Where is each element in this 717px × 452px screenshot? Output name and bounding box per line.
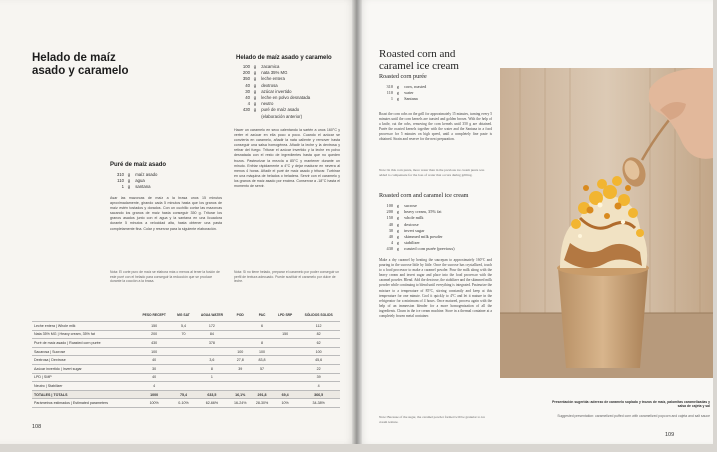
table-cell (251, 373, 273, 382)
ingredient-unit: g (396, 96, 400, 102)
table-row (32, 356, 340, 365)
recipe-body-en: Make a dry caramel by heating the saucepan to approximately 160°C and pouring in the sucrose little by little. Once the sucrose has crystallized, touch to a food processor to make a caramel powder. Pour the milk along with the heavy cream and invert sugar and place into the food processor with the caramel powder. Blend. Add the dextrose, the stabilizer and the skimmed milk powder while continuing to blend until everything is integrated. Pasteurize the mixture to a temperature of 85°C, stirring constantly and keep at this temperature for one minute. Cool it quickly to 4°C and let it mature in the refrigerator for a minimum of 4 hours. Once matured, process again with the help of an immersion blender for a more homogenization of all the ingredients. Churn in the ice cream machine. Store in a thermal container at a completely frozen metal container. (379, 258, 492, 319)
ingredient-qty: 430 (242, 107, 250, 113)
table-cell: 40 (136, 356, 173, 365)
table-cell (195, 382, 230, 391)
ingredient-unit: g (396, 234, 400, 240)
book-gutter (352, 0, 362, 444)
table-cell: 150 (136, 322, 173, 331)
table-cell: 84 (195, 330, 230, 339)
table-cell: 3,6 (195, 356, 230, 365)
ingredient-unit: g (396, 221, 400, 227)
ingredient-unit: g (396, 215, 400, 221)
ingredient-name: dextrose (403, 221, 419, 227)
ingredient-unit: g (253, 82, 257, 88)
table-row-label: Dextrosa | Dextrose (32, 356, 136, 365)
ingredient-name: sucrose (403, 203, 417, 208)
puree-body-en: Roast the corn cobs on the grill for approximately 15 minutes, turning every 5 minutes until the corn kernels are toasted and golden brown. With the help of a knife, cut the cobs, removing the corn kernels until 350 g are obtained. Purée the roasted kernels together with the water and the Santana in a food processor for 5 minutes on high speed, until a completely fine paste is obtained. Strain and reserve for the next preparation. (379, 112, 492, 142)
table-row-label: Leche entera | Whole milk (32, 322, 136, 331)
params-row (32, 399, 340, 408)
ingredient-qty: 40 (245, 95, 250, 101)
ingredient-unit: g (396, 209, 400, 215)
table-cell: 28-30% (251, 399, 273, 408)
ingredient-unit: g (396, 246, 400, 252)
table-cell: 4 (297, 382, 340, 391)
page-title-es: Helado de maíz asado y caramelo (32, 52, 129, 77)
ingredient-name: invert sugar (403, 227, 425, 233)
ingredient-qty: 150 (386, 215, 393, 221)
ingredient-name: santana (134, 184, 151, 190)
ingredient-unit: g (253, 88, 257, 94)
ingredient-name: puré de maíz asado (260, 107, 300, 113)
photo-caption-en: Suggested presentation: caramelized puffed corn with caramelized popcorn and cajeta and salt sauce (557, 414, 710, 418)
table-cell: 40 (136, 373, 173, 382)
ingredient-name: corn, roasted (403, 84, 427, 89)
ingredient-name: Santana (403, 96, 418, 102)
page-number-left: 108 (32, 424, 42, 430)
table-header-cell: PAC (251, 308, 273, 322)
table-cell: 62-66% (195, 399, 230, 408)
table-cell: 82 (297, 330, 340, 339)
ingredient-name: zacamica (260, 64, 280, 69)
table-header-cell: SÓLIDOS SOLIDS (297, 308, 340, 322)
ingredient-qty: 110 (386, 90, 393, 96)
table-cell (273, 356, 297, 365)
recipe-ingredient-list-en (379, 203, 494, 253)
recipe-ingredient-list-es (236, 64, 356, 120)
table-row (32, 322, 340, 331)
table-cell (273, 322, 297, 331)
table-cell (273, 382, 297, 391)
table-cell: 200 (136, 330, 173, 339)
table-cell (172, 364, 194, 373)
table-cell: 100% (136, 399, 173, 408)
ingredient-unit: g (127, 184, 131, 190)
ingredient-unit: g (396, 240, 400, 246)
nutrition-table (32, 308, 340, 408)
table-row (32, 373, 340, 382)
table-cell: 34-38% (297, 399, 340, 408)
table-cell (229, 339, 251, 348)
page-title-en: Roasted corn and caramel ice cream (379, 48, 459, 72)
table-cell (273, 339, 297, 348)
tot-row (32, 390, 340, 399)
recipe-title-es: Helado de maíz asado y caramelo (236, 55, 332, 61)
table-row-label: Azúcar invertido | Invert sugar (32, 364, 136, 373)
table-cell: 100 (297, 347, 340, 356)
puree-note-en: Note: In this corn purée, more water than in the previous ice cream purée was added to compensate for the loss of water that occurs during grilling. (379, 168, 485, 177)
table-row-label: LPD | SMP (32, 373, 136, 382)
ingredient-unit: g (253, 95, 257, 101)
table-cell: 69,4 (273, 390, 297, 399)
table-cell: 5,4 (172, 322, 194, 331)
ingredient-name: nata 35% MG (260, 70, 288, 76)
table-cell: 112 (297, 322, 340, 331)
table-cell (195, 347, 230, 356)
table-cell: 100 (251, 347, 273, 356)
table-cell (273, 373, 297, 382)
ingredient-qty: 350 (242, 76, 250, 82)
table-cell (229, 373, 251, 382)
table-cell (229, 382, 251, 391)
ice-cream-photo (500, 68, 713, 378)
ingredient-qty: 4 (247, 101, 250, 107)
table-cell: 57 (251, 364, 273, 373)
table-cell: 0-10% (172, 399, 194, 408)
ingredient-name: leche entera (260, 76, 285, 82)
ingredient-name: dextrosa (260, 82, 278, 88)
puree-note-es: Nota: El corte puro de maíz se elabora más o menos al tener la fusión de este puré con el helado para conseguir la reducción que se produce durante la cocción a la brasa. (110, 270, 220, 284)
recipe-note-es: Nota: Si no tiene helado, preparar el caramelo por poder conseguir un perfil de textura adecuado. Puede sustituir el caramelo por dulce de leche. (234, 270, 340, 284)
table-cell: 150 (273, 330, 297, 339)
ingredient-row (110, 184, 220, 190)
ingredient-qty: 100 (386, 203, 393, 208)
table-cell: 4 (136, 382, 173, 391)
table-row (32, 382, 340, 391)
table-cell: 378 (195, 339, 230, 348)
table-header-cell: MG SAT (172, 308, 194, 322)
ingredient-qty: 30 (388, 227, 393, 233)
ingredient-name: skimmed milk powder (403, 234, 443, 240)
table-row-label: TOTALES | TOTALS (32, 390, 136, 399)
ingredient-name: (elaboración anterior) (260, 113, 303, 119)
table-row-label: Nata 35% MG | Heavy cream, 35% fat (32, 330, 136, 339)
table-header-cell: POD (229, 308, 251, 322)
table-cell: 1 (195, 373, 230, 382)
puree-title-en: Roasted corn purée (379, 73, 427, 80)
ingredient-name: neutro (260, 101, 274, 107)
table-cell: 62 (297, 339, 340, 348)
table-row (32, 347, 340, 356)
table-cell: 8 (251, 339, 273, 348)
table-cell: 6 (251, 322, 273, 331)
ingredient-unit: g (253, 107, 257, 113)
ingredient-unit: g (396, 90, 400, 96)
table-cell (251, 382, 273, 391)
ingredient-qty: 430 (386, 246, 393, 252)
table-row-label: Sacarosa | Sucrose (32, 347, 136, 356)
ingredient-row (379, 246, 494, 252)
table-cell (172, 382, 194, 391)
ingredient-name: stabilizer (403, 240, 420, 246)
table-row (32, 364, 340, 373)
ingredient-unit: g (396, 84, 400, 89)
ingredient-unit: g (396, 203, 400, 208)
page-number-right: 109 (665, 432, 675, 438)
table-cell: 39 (297, 373, 340, 382)
table-cell (229, 322, 251, 331)
table-cell: 100 (136, 347, 173, 356)
ingredient-qty: 40 (388, 234, 393, 240)
table-cell (172, 356, 194, 365)
ingredient-qty: 310 (386, 84, 393, 89)
table-cell: 39 (229, 364, 251, 373)
table-header-cell: PESO RECEPT (136, 308, 173, 322)
table-cell: 172 (195, 322, 230, 331)
ingredient-qty: 110 (117, 178, 124, 184)
table-row-label: Parámetros estimados | Estimated parameters (32, 399, 136, 408)
table-cell (172, 339, 194, 348)
ingredient-unit: g (253, 101, 257, 107)
table-cell (229, 330, 251, 339)
ingredient-name: whole milk (403, 215, 424, 221)
recipe-body-es: Hacer un caramelo en seco calentando la sartén a unos 160°C y verter el azúcar en ella poco a poco. Cuando el azúcar se convierta en caramelo, añadir la nata caliente y remover hasta conseguir una salsa homogénea. Añadir la leche y la dextrosa y retirar del fuego. Triturar el azúcar invertido y la leche en polvo desnatada con el resto de ingredientes hasta que no queden trozos. Pasteurizar la mezcla a 85°C y mantener durante un minuto. Enfriar rápidamente a 4°C y dejar madurar en nevera al menos 4 horas. Añadir el puré de maíz asado y triturar. Turbinar en una máquina de helados o heladera. Servir con el caramelo y los granos de maíz asado por encima. Conservar a -18°C hasta el momento de servir. (234, 128, 340, 189)
ingredient-qty: 30 (245, 88, 250, 94)
ingredient-row (379, 96, 489, 102)
ingredient-qty: 1 (121, 184, 124, 190)
table-cell: 70 (172, 330, 194, 339)
ingredient-name: azúcar invertido (260, 88, 292, 94)
table-header-row (32, 308, 340, 322)
ice-cream-photo-graphic (500, 68, 713, 378)
ingredient-name: heavy cream, 35% fat (403, 209, 442, 215)
puree-ingredient-list-en (379, 84, 489, 103)
table-cell: 1000 (136, 390, 173, 399)
ingredient-qty: 40 (245, 82, 250, 88)
table-header-cell (32, 308, 136, 322)
ingredient-qty: 100 (242, 64, 250, 69)
ingredient-unit: g (253, 70, 257, 76)
table-cell: 366,5 (297, 390, 340, 399)
table-cell: 100 (229, 347, 251, 356)
table-row-label: Neutro | Stabilizer (32, 382, 136, 391)
table-cell (273, 347, 297, 356)
puree-ingredient-list-es (110, 172, 220, 191)
left-page (0, 0, 357, 444)
ingredient-qty: 200 (242, 70, 250, 76)
table-row (32, 330, 340, 339)
table-row (32, 339, 340, 348)
ingredient-name: roasted corn purée (previous) (403, 246, 455, 252)
photo-caption-es: Presentación sugerida: aderezo de caramelo soplado y trozos de maíz, palomitas caramelizadas y salsa de cajeta y sal (552, 400, 710, 409)
table-cell: 430 (136, 339, 173, 348)
ingredient-qty: 40 (388, 221, 393, 227)
ingredient-name: agua (134, 178, 145, 184)
ingredient-row (236, 114, 356, 120)
recipe-note-en: Note: Because of the sugar, the caramel powder formed will be granular to ice cream texture. (379, 415, 486, 424)
table-cell: 16,1% (229, 390, 251, 399)
table-header-cell: LPD SRP (273, 308, 297, 322)
ingredient-qty: 4 (390, 240, 393, 246)
table-cell: 75,4 (172, 390, 194, 399)
table-cell (172, 373, 194, 382)
table-cell: 45,6 (297, 356, 340, 365)
ingredient-name: maíz asado (134, 172, 158, 177)
table-header-cell: AGUA WATER (195, 308, 230, 322)
table-cell: 16-24% (229, 399, 251, 408)
table-cell: 83,8 (251, 356, 273, 365)
table-cell (273, 364, 297, 373)
ingredient-name: water (403, 90, 414, 96)
table-cell: 291,8 (251, 390, 273, 399)
table-cell: 22 (297, 364, 340, 373)
table-cell: 10% (273, 399, 297, 408)
ingredient-name: leche en polvo desnatada (260, 95, 311, 101)
table-cell: 30 (136, 364, 173, 373)
table-cell (251, 330, 273, 339)
table-cell: 8 (195, 364, 230, 373)
ingredient-unit: g (127, 178, 131, 184)
table-row-label: Puré de maíz asado | Roasted corn purée (32, 339, 136, 348)
ingredient-qty: 200 (386, 209, 393, 215)
table-cell: 27,8 (229, 356, 251, 365)
puree-title-es: Puré de maíz asado (110, 162, 167, 168)
ingredient-unit: g (253, 64, 257, 69)
puree-body-es: Asar las mazorcas de maíz a la brasa unos 15 minutos aproximadamente, girando cada 5 minutos hasta que los granos de maíz estén tostados y dorados. Con un cuchillo cortar las mazorcas sacando los granos de maíz hasta conseguir 350 g. Triturar los granos asados junto con el agua y la santana en una licuadora durante 5 minutos a velocidad alta, hasta obtener una pasta completamente fina. Colar y reservar para la siguiente elaboración. (110, 196, 222, 231)
table-cell (172, 347, 194, 356)
recipe-title-en: Roasted corn and caramel ice cream (379, 192, 469, 199)
ingredient-unit: g (127, 172, 131, 177)
table-cell: 633,5 (195, 390, 230, 399)
ingredient-unit: g (253, 76, 257, 82)
ingredient-qty: 1 (390, 96, 393, 102)
ingredient-unit: g (396, 227, 400, 233)
ingredient-qty: 310 (116, 172, 124, 177)
